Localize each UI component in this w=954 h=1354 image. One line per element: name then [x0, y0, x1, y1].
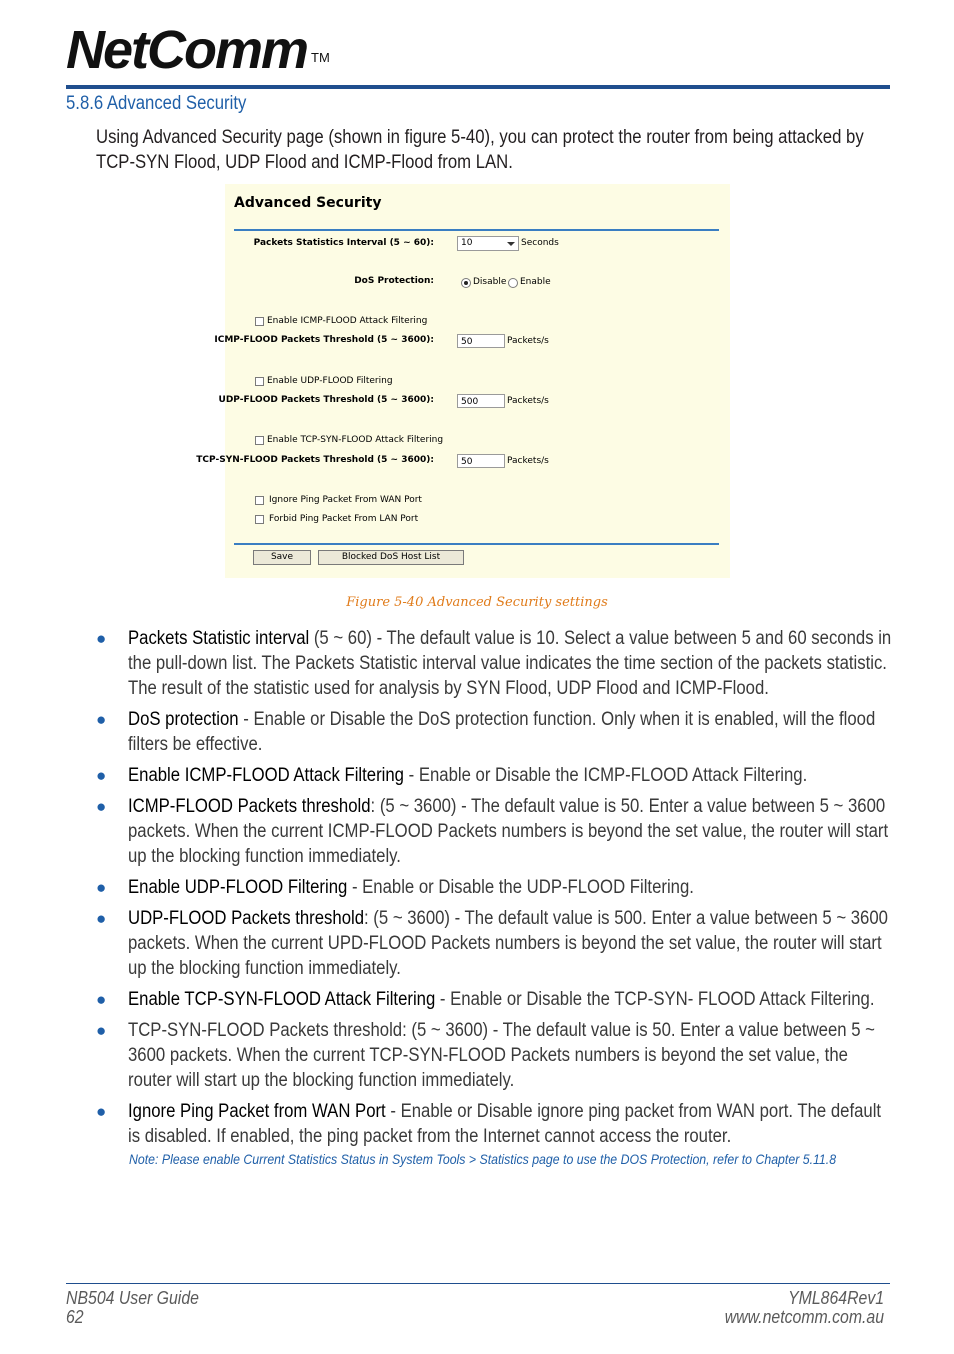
bullet-description: - Enable or Disable the ICMP-FLOOD Attack Filtering. — [403, 765, 808, 786]
dos-disable-label: Disable — [473, 277, 507, 287]
section-heading: 5.8.6 Advanced Security — [66, 93, 247, 114]
list-item — [96, 794, 891, 869]
logo-text: NetComm — [66, 20, 308, 80]
bullet-icon: ● — [96, 909, 107, 928]
bullet-term: Ignore Ping Packet from WAN Port — [128, 1101, 386, 1122]
list-item — [96, 875, 891, 900]
bullet-description: (5 ~ 60) - The default value is 10. Select a value between 5 and 60 seconds in the pull-down list. The Packets Statistic interval value indicates the time section of the packets statistic. The result of the statistic used for analysis by SYN Flood, UDP Flood and ICMP-Flood. — [128, 628, 892, 699]
bullet-icon: ● — [96, 797, 107, 816]
revision-code: YML864Rev1 — [788, 1288, 884, 1308]
header-rule — [66, 85, 890, 89]
bullet-term: Enable ICMP-FLOOD Attack Filtering — [128, 765, 404, 786]
figure-caption: Figure 5-40 Advanced Security settings — [346, 595, 608, 610]
tcp-filter-checkbox[interactable] — [255, 436, 264, 445]
bullet-text — [128, 987, 892, 1012]
bullet-text — [128, 626, 892, 701]
tcp-filter-label: Enable TCP-SYN-FLOOD Attack Filtering — [267, 435, 444, 445]
packets-interval-label: Packets Statistics Interval (5 ~ 60): — [253, 238, 434, 248]
list-item — [96, 1018, 891, 1093]
bullet-term: ICMP-FLOOD Packets threshold — [128, 796, 371, 817]
intro-paragraph: Using Advanced Security page (shown in figure 5-40), you can protect the router from being attacked by TCP-SYN Flood, UDP Flood and ICMP-Flood from LAN. — [96, 127, 864, 173]
bullet-icon: ● — [96, 766, 107, 785]
screenshot-title: Advanced Security — [234, 195, 382, 211]
bullet-text — [128, 707, 892, 757]
forbid-ping-lan-label: Forbid Ping Packet From LAN Port — [269, 514, 419, 524]
bullet-text — [128, 763, 892, 788]
forbid-ping-lan-checkbox[interactable] — [255, 515, 264, 524]
bullet-description: : (5 ~ 3600) - The default value is 500. Enter a value between 5 ~ 3600 packets. When the current UPD-FLOOD Packets numbers is beyond the set value, the router will start up the blocking function immediately. — [128, 908, 888, 979]
dos-protection-label: DoS Protection: — [354, 276, 434, 286]
tcp-threshold-label: TCP-SYN-FLOOD Packets Threshold (5 ~ 3600): — [196, 455, 434, 465]
bullet-description: - Enable or Disable ignore ping packet from WAN port. The default is disabled. If enabled, the ping packet from the Internet cannot access the router. — [128, 1101, 882, 1147]
page-number: 62 — [66, 1307, 84, 1327]
tcp-unit: Packets/s — [507, 456, 549, 466]
seconds-unit: Seconds — [521, 238, 559, 248]
guide-title: NB504 User Guide — [66, 1288, 199, 1308]
ignore-ping-wan-label: Ignore Ping Packet From WAN Port — [269, 495, 422, 505]
bullet-icon: ● — [96, 878, 107, 897]
bullet-icon: ● — [96, 1102, 107, 1121]
footer-right — [725, 1289, 884, 1327]
packets-interval-value: 10 — [461, 238, 473, 248]
bullet-text — [128, 875, 892, 900]
statistics-note: Note: Please enable Current Statistics Status in System Tools > Statistics page to use the DOS Protection, refer to Chapter 5.11.8 — [129, 1151, 837, 1167]
chevron-down-icon — [507, 242, 515, 246]
bullet-term: UDP-FLOOD Packets threshold — [128, 908, 365, 929]
bullet-text — [128, 1099, 892, 1149]
trademark: TM — [311, 50, 330, 65]
netcomm-logo — [66, 20, 330, 80]
udp-filter-label: Enable UDP-FLOOD Filtering — [267, 376, 393, 386]
footer-left — [66, 1289, 199, 1327]
list-item — [96, 906, 891, 981]
ignore-ping-wan-checkbox[interactable] — [255, 496, 264, 505]
feature-list — [96, 626, 891, 1155]
udp-threshold-label: UDP-FLOOD Packets Threshold (5 ~ 3600): — [218, 395, 434, 405]
list-item — [96, 763, 891, 788]
website: www.netcomm.com.au — [724, 1307, 884, 1327]
bullet-icon: ● — [96, 710, 107, 729]
dos-enable-label: Enable — [520, 277, 551, 287]
bullet-term: Enable UDP-FLOOD Filtering — [128, 877, 348, 898]
save-button[interactable]: Save — [253, 550, 311, 565]
list-item — [96, 1099, 891, 1149]
udp-unit: Packets/s — [507, 396, 549, 406]
packets-interval-select[interactable] — [457, 236, 519, 251]
bullet-icon: ● — [96, 990, 107, 1009]
icmp-threshold-label: ICMP-FLOOD Packets Threshold (5 ~ 3600): — [214, 335, 434, 345]
icmp-filter-label: Enable ICMP-FLOOD Attack Filtering — [267, 316, 428, 326]
bullet-text — [128, 794, 892, 869]
blocked-dos-host-list-button[interactable]: Blocked DoS Host List — [318, 550, 464, 565]
advanced-security-screenshot — [196, 184, 730, 578]
bullet-term: Packets Statistic interval — [128, 628, 310, 649]
udp-threshold-input[interactable]: 500 — [457, 394, 505, 408]
icmp-threshold-input[interactable]: 50 — [457, 334, 505, 348]
bullet-description: TCP-SYN-FLOOD Packets threshold: (5 ~ 3600) - The default value is 50. Enter a value between 5 ~ 3600 packets. When the current TCP-SYN-FLOOD Packets numbers is beyond the set value, the router will start up the blocking function immediately. — [128, 1020, 875, 1091]
dos-disable-radio[interactable] — [461, 278, 471, 288]
list-item — [96, 987, 891, 1012]
screenshot-bottom-rule — [234, 543, 719, 545]
bullet-description: - Enable or Disable the DoS protection function. Only when it is enabled, will the flood filters be effective. — [128, 709, 876, 755]
list-item — [96, 707, 891, 757]
udp-filter-checkbox[interactable] — [255, 377, 264, 386]
dos-enable-radio[interactable] — [508, 278, 518, 288]
icmp-filter-checkbox[interactable] — [255, 317, 264, 326]
tcp-threshold-input[interactable]: 50 — [457, 454, 505, 468]
bullet-icon: ● — [96, 1021, 107, 1040]
screenshot-top-rule — [234, 229, 719, 231]
list-item — [96, 626, 891, 701]
bullet-term: Enable TCP-SYN-FLOOD Attack Filtering — [128, 989, 436, 1010]
bullet-text — [128, 906, 892, 981]
bullet-description: - Enable or Disable the UDP-FLOOD Filtering. — [347, 877, 694, 898]
bullet-text — [128, 1018, 892, 1093]
bullet-description: - Enable or Disable the TCP-SYN- FLOOD Attack Filtering. — [435, 989, 875, 1010]
bullet-description: : (5 ~ 3600) - The default value is 50. Enter a value between 5 ~ 3600 packets. When the current ICMP-FLOOD Packets numbers is beyond the set value, the router will start up the blocking function immediately. — [128, 796, 889, 867]
bullet-term: DoS protection — [128, 709, 239, 730]
icmp-unit: Packets/s — [507, 336, 549, 346]
footer-rule — [66, 1283, 890, 1284]
bullet-icon: ● — [96, 629, 107, 648]
